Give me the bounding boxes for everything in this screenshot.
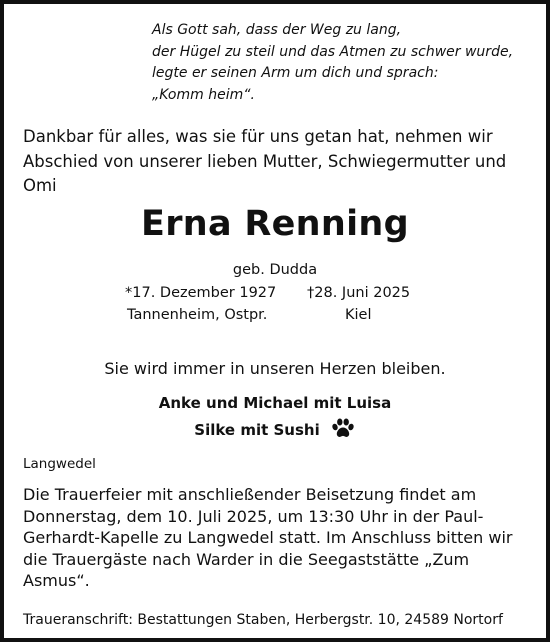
service-text: Die Trauerfeier mit anschließender Beisetzung findet am Donnerstag, dem 10. Juli 2025, um 13:30 Uhr in der Paul-Gerhardt-Kapelle zu Langwedel statt. Im Anschluss bitten wir die Trauergäste nach Warder in die Seegaststätte „Zum Asmus“. bbox=[23, 485, 513, 590]
death-place: Kiel bbox=[345, 307, 372, 323]
family-names: Anke und Michael mit Luisa bbox=[158, 394, 392, 412]
mourning-address: Traueranschrift: Bestattungen Staben, Herbergstr. 10, 24589 Nortorf bbox=[23, 612, 503, 628]
poem-line: der Hügel zu steil und das Atmen zu schwer wurde, bbox=[152, 43, 514, 60]
poem-line: „Komm heim“. bbox=[152, 86, 255, 103]
paw-print-icon bbox=[330, 417, 356, 439]
maiden-name: geb. Dudda bbox=[232, 262, 318, 278]
poem-line: legte er seinen Arm um dich und sprach: bbox=[152, 65, 439, 81]
closing-line: Sie wird immer in unseren Herzen bleiben. bbox=[104, 359, 446, 378]
death-date: †28. Juni 2025 bbox=[307, 285, 411, 301]
family-names: Silke mit Sushi bbox=[194, 421, 320, 439]
poem bbox=[152, 20, 532, 106]
family-line-1 bbox=[4, 392, 546, 414]
deceased-name: Erna Renning bbox=[141, 204, 409, 244]
birth-date: *17. Dezember 1927 bbox=[125, 285, 277, 301]
birth-place: Tannenheim, Ostpr. bbox=[127, 307, 268, 323]
family-line-2 bbox=[4, 417, 546, 441]
intro-text: Dankbar für alles, was sie für uns getan hat, nehmen wir Abschied von unserer lieben Mutter, Schwiegermutter und Omi bbox=[23, 127, 507, 195]
poem-line: Als Gott sah, dass der Weg zu lang, bbox=[152, 22, 402, 38]
place-name: Langwedel bbox=[23, 456, 96, 472]
